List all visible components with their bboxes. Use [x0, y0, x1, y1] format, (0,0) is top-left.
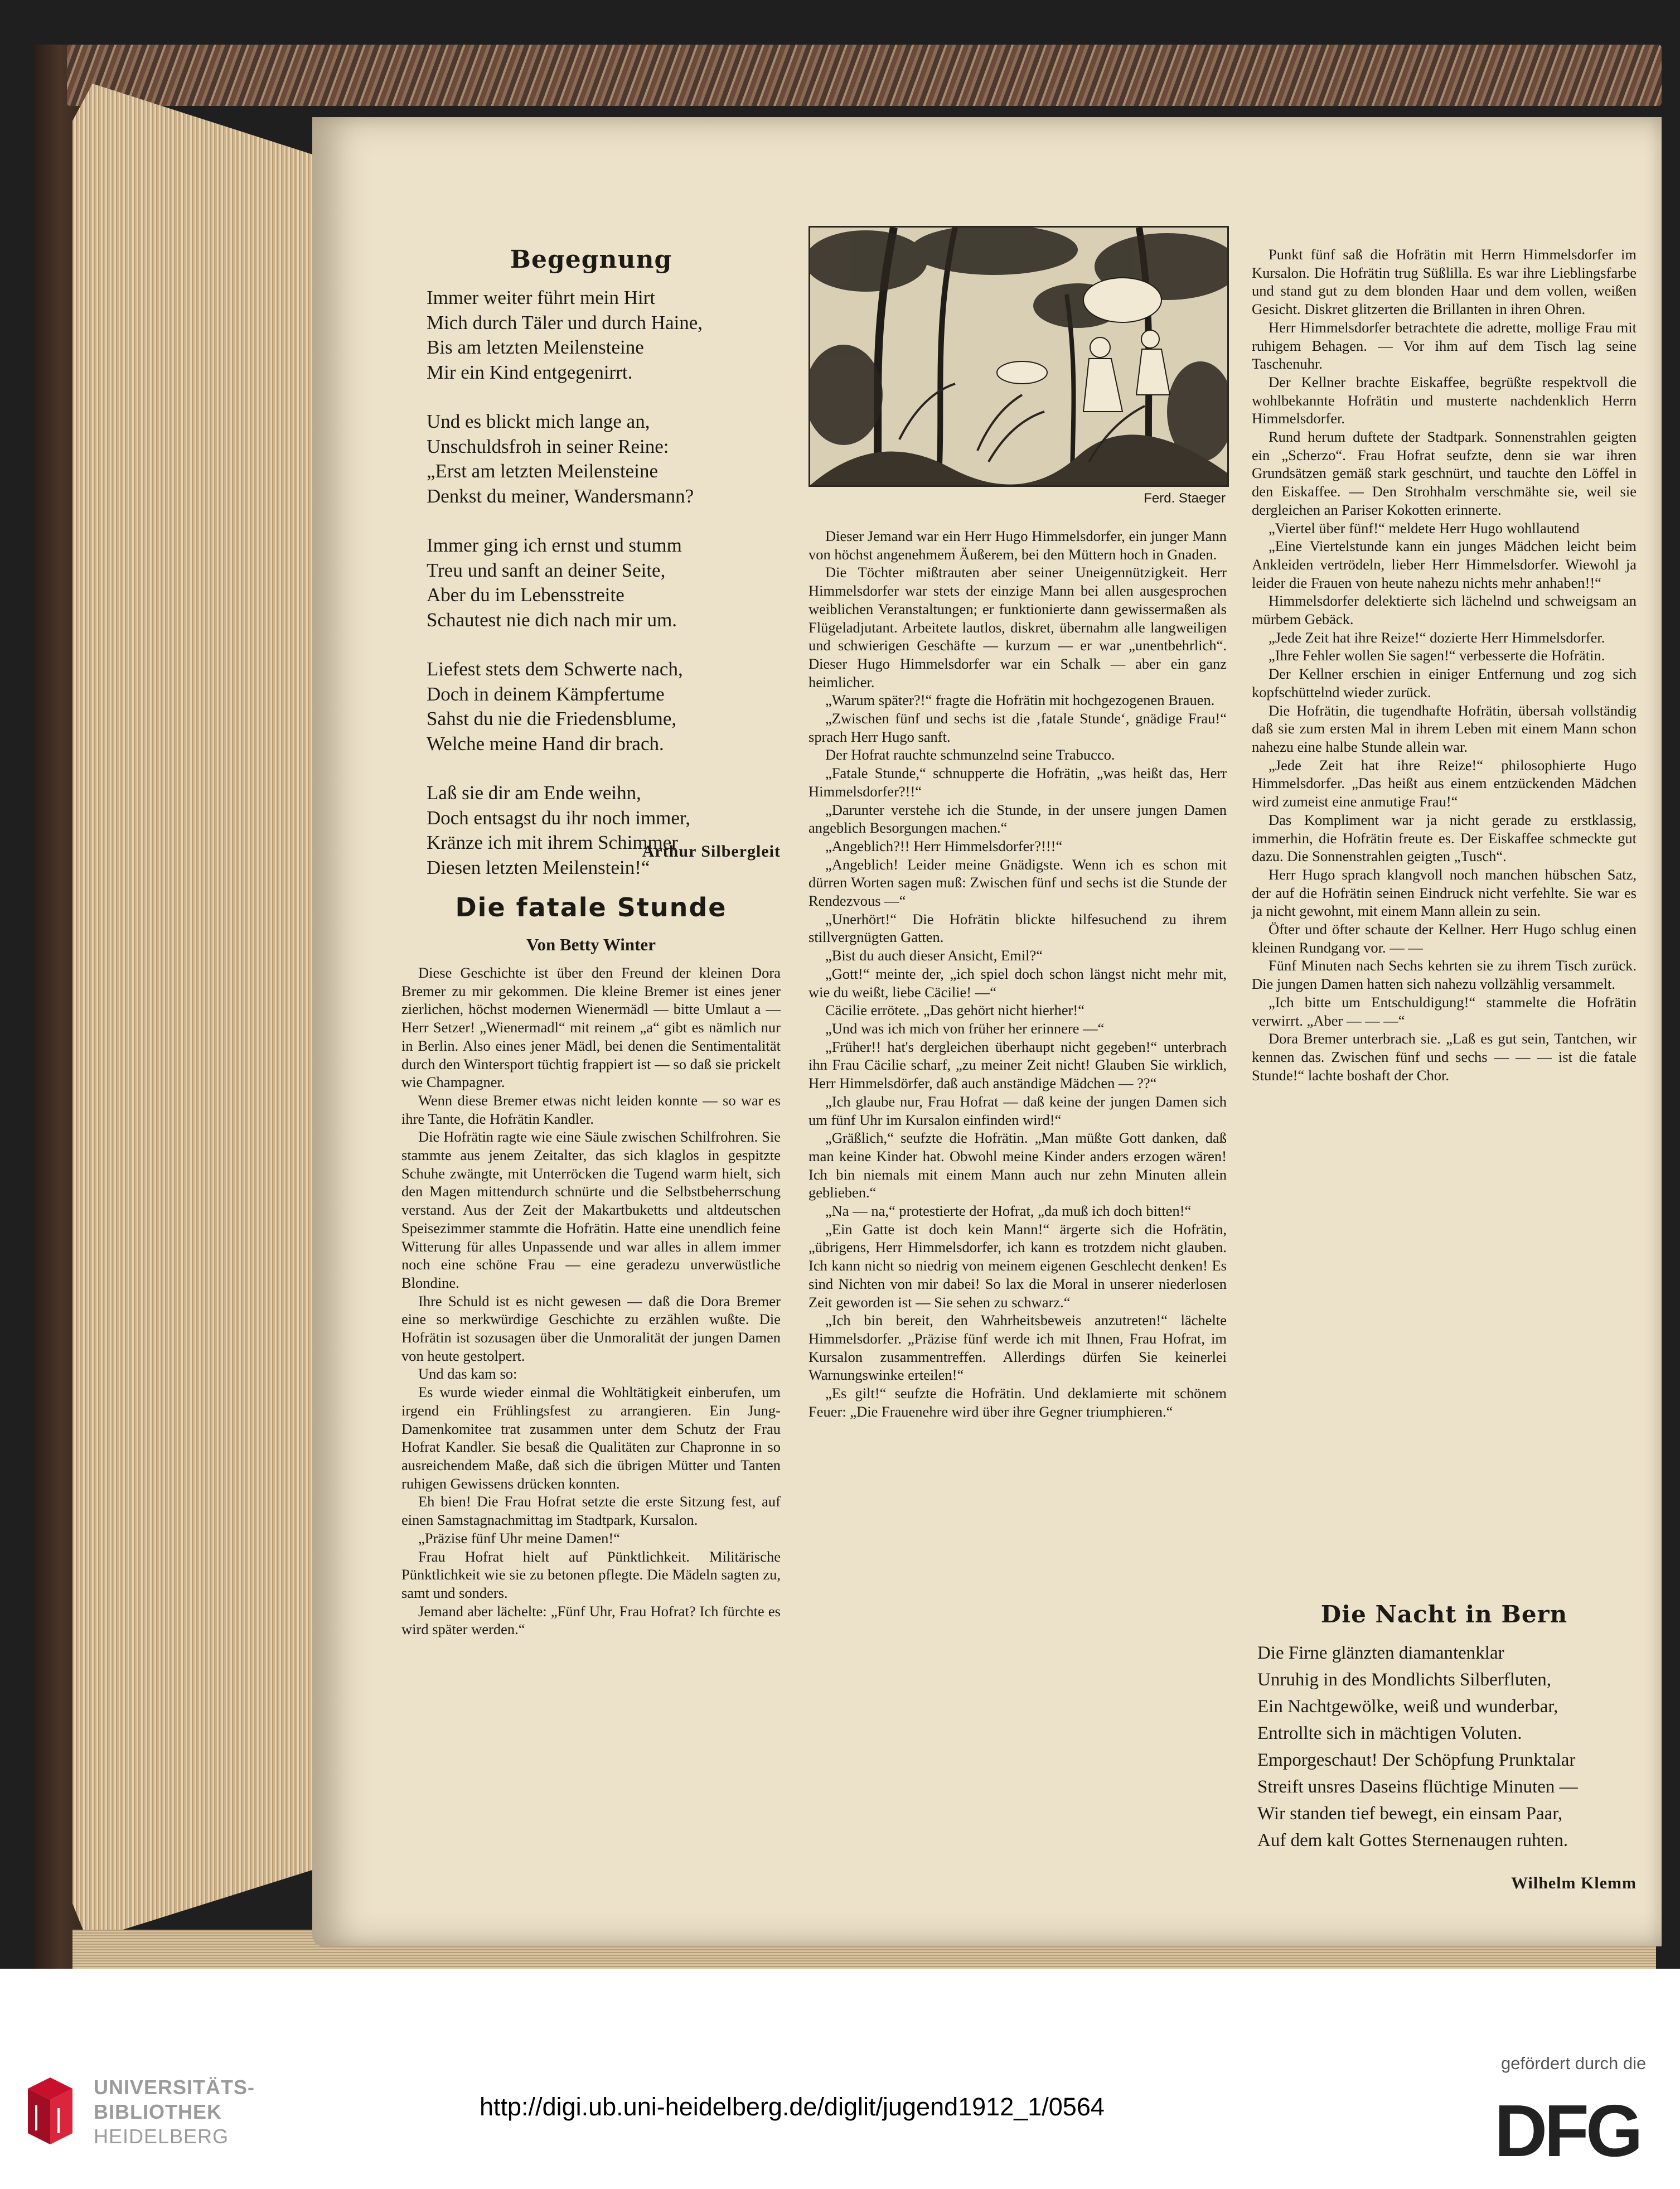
poem-line: Die Firne glänzten diamantenklar [1257, 1643, 1504, 1663]
story-text-left [401, 964, 781, 1639]
poem-stanza [427, 409, 783, 509]
poem-line: Treu und sanft an deiner Seite, [427, 559, 666, 581]
story-paragraph: „Warum später?!“ fragte die Hofrätin mit hochgezogenen Brauen. [825, 692, 1215, 709]
poem-line: Liefest stets dem Schwerte nach, [427, 658, 683, 680]
poem-line: Entrollte sich in mächtigen Voluten. [1257, 1723, 1522, 1743]
funding-text: gefördert durch die [1501, 2053, 1647, 2073]
story-title: Die fatale Stunde [455, 892, 727, 922]
story-paragraph: „Früher!! hat's dergleichen überhaupt nicht gegeben!“ unterbrach ihn Frau Cäcilie scharf, „zu meiner Zeit nicht! Glauben Sie wirklich, Herr Himmelsdörfer, daß auch anständige Mädchen — ??“ [808, 1038, 1227, 1092]
story-paragraph: Das Kompliment war ja nicht gerade zu erstklassig, immerhin, die Hofrätin freute es. Der Eiskaffee schmeckte gut dazu. Die Sonnenstrahlen geigten „Tusch“. [1252, 811, 1637, 865]
poem-begegnung [427, 286, 783, 905]
poem-author-klemm: Wilhelm Klemm [1511, 1874, 1637, 1892]
poem-line: Ein Nachtgewölke, weiß und wunderbar, [1257, 1697, 1558, 1717]
story-paragraph: „Und was ich mich von früher her erinnere —“ [825, 1019, 1105, 1037]
poem-line: Kränze ich mit ihrem Schimmer [427, 832, 678, 853]
story-paragraph: „Ich bin bereit, den Wahrheitsbeweis anzutreten!“ lächelte Himmelsdorfer. „Präzise fünf werde ich mit Ihnen, Frau Hofrat, im Kursalon zusammentreffen. Allerdings dürfen Sie keinerlei Warnungswinke erteilen!“ [808, 1312, 1227, 1384]
dfg-logo: DFG [1494, 2090, 1640, 2172]
story-paragraph: Diese Geschichte ist über den Freund der kleinen Dora Bremer zu mir gekommen. Die kleine Bremer ist eines jener zierlichen, höchst modernen Wienermädl — bitte Umlaut a — Herr Setzer! „Wienermadl“ mit reinem „a“ gibt es nämlich nur in Berlin. Also eines jener Mädl, bei denen die Sentimentalität durch den Wintersport tüchtig frappiert ist — so daß sie prickelt wie Champagner. [401, 964, 781, 1091]
story-paragraph: „Es gilt!“ seufzte die Hofrätin. Und deklamierte mit schönem Feuer: „Die Frauenehre wird über ihre Gegner triumphieren.“ [808, 1385, 1227, 1420]
story-paragraph: Die Hofrätin, die tugendhafte Hofrätin, übersah vollständig daß sie zum ersten Mal in ihrem Leben mit einem Mann schon nahezu eine halbe Stunde allein war. [1252, 702, 1637, 755]
poem-line: Sahst du nie die Friedensblume, [427, 708, 677, 729]
poem-line: Bis am letzten Meilensteine [427, 336, 644, 358]
poem-title-nacht: Die Nacht in Bern [1320, 1601, 1568, 1628]
story-paragraph: „Viertel über fünf!“ meldete Herr Hugo wohllautend [1269, 519, 1580, 537]
story-paragraph: „Zwischen fünf und sechs ist die ‚fatale Stunde‘, gnädige Frau!“ sprach Herr Hugo sanft. [808, 710, 1227, 745]
library-name-line3: HEIDELBERG [94, 2125, 229, 2148]
story-paragraph: Rund herum duftete der Stadtpark. Sonnenstrahlen geigten ein „Scherzo“. Frau Hofrat seufzte, denn sie war ihren Grundsätzen gemäß stark geschnürt, und tauchte den Löffel in den Eiskaffee. — Den Strohhalm verschmähte sie, weil sie dergleichen an Pariser Kokotten erinnerte. [1252, 428, 1637, 518]
story-byline: Von Betty Winter [526, 935, 656, 954]
book-top-edge [67, 45, 1662, 106]
story-paragraph: „Ich glaube nur, Frau Hofrat — daß keine der jungen Damen sich um fünf Uhr im Kursalon einfinden wird!“ [808, 1093, 1227, 1128]
source-url-link[interactable]: http://digi.ub.uni-heidelberg.de/diglit/jugend1912_1/0564 [480, 2093, 1105, 2121]
story-paragraph: „Bist du auch dieser Ansicht, Emil?“ [825, 947, 1043, 964]
story-paragraph: „Angeblich?!! Herr Himmelsdorfer?!!!“ [825, 837, 1063, 854]
story-paragraph: Eh bien! Die Frau Hofrat setzte die erste Sitzung fest, auf einen Samstagnachmittag im Stadtpark, Kursalon. [401, 1493, 781, 1529]
poem-line: Laß sie dir am Ende weihn, [427, 782, 641, 804]
story-paragraph: Dieser Jemand war ein Herr Hugo Himmelsdorfer, ein junger Mann von höchst angenehmem Äußerem, bei den Müttern hoch in Gnaden. [808, 528, 1227, 563]
poem-line: „Erst am letzten Meilensteine [427, 460, 658, 482]
story-paragraph: Der Kellner brachte Eiskaffee, begrüßte respektvoll die wohlbekannte Hofrätin und musterte nachdenklich Herrn Himmelsdorfer. [1252, 373, 1637, 427]
story-paragraph: Punkt fünf saß die Hofrätin mit Herrn Himmelsdorfer im Kursalon. Die Hofrätin trug Süßlilla. Es war ihre Lieblingsfarbe und stand gut zu dem blonden Haar und dem vollen, weißen Gesicht. Diskret glitzerten die Brillanten in ihren Ohren. [1252, 246, 1637, 318]
story-paragraph: Die Töchter mißtrauten aber seiner Uneigennützigkeit. Herr Himmelsdorfer war stets der einzige Mann bei allen ausgesprochen weiblichen Veranstaltungen; er funktionierte dann gewissermaßen als Flügeladjutant. Arbeitete lautlos, diskret, übernahm alle langweiligen und schwierigen Geschäfte — kurzum — er war „unentbehrlich“. Dieser Hugo Himmelsdorfer war ein Schalk — aber ein ganz heimlicher. [808, 564, 1227, 690]
story-paragraph: „Fatale Stunde,“ schnupperte die Hofrätin, „was heißt das, Herr Himmelsdorfer?!!“ [808, 765, 1227, 800]
story-paragraph: Frau Hofrat hielt auf Pünktlichkeit. Militärische Pünktlichkeit wie sie zu betonen pflegte. Die Mädeln sagten zu, samt und sonders. [401, 1548, 781, 1601]
story-paragraph: Jemand aber lächelte: „Fünf Uhr, Frau Hofrat? Ich fürchte es wird später werden.“ [401, 1602, 781, 1638]
story-paragraph: Herr Hugo sprach klangvoll noch manchen hübschen Satz, der auf die Hofrätin seinen Eindruck nicht verfehlte. Sie war es ja nicht gewohnt, mit einem Mann allein zu sein. [1252, 866, 1637, 920]
story-paragraph: „Angeblich! Leider meine Gnädigste. Wenn ich es schon mit dürren Worten sagen muß: Zwischen fünf und sechs ist die Stunde der Rendezvous —“ [808, 856, 1227, 910]
library-name-line1: UNIVERSITÄTS- [94, 2076, 255, 2099]
poem-line: Diesen letzten Meilenstein!“ [427, 856, 650, 878]
story-paragraph: „Gott!“ meinte der, „ich spiel doch schon längst nicht mehr mit, wie du weißt, liebe Cäcilie! —“ [808, 965, 1227, 1001]
poem-stanza [427, 533, 783, 632]
story-paragraph: Ihre Schuld ist es nicht gewesen — daß die Dora Bremer eine so merkwürdige Geschichte zu erzählen wußte. Die Hofrätin ist sozusagen über die Unmoralität der jungen Damen von heute gestolpert. [401, 1292, 781, 1364]
illustration-caption: Ferd. Staeger [1144, 491, 1226, 506]
poem-line: Welche meine Hand dir brach. [427, 732, 664, 755]
poem-line: Streift unsres Daseins flüchtige Minuten — [1257, 1777, 1578, 1797]
story-paragraph: „Jede Zeit hat ihre Reize!“ dozierte Herr Himmelsdorfer. [1269, 629, 1605, 646]
story-paragraph: Dora Bremer unterbrach sie. „Laß es gut sein, Tantchen, wir kennen das. Zwischen fünf und sechs — — — ist die fatale Stunde!“ lachte boshaft der Chor. [1252, 1030, 1637, 1084]
story-paragraph: „Ein Gatte ist doch kein Mann!“ ärgerte sich die Hofrätin, „übrigens, Herr Himmelsdorfer, ich kann es trotzdem nicht glauben. Ich kann nicht so niedrig von meinem eigenen Geschlecht denken! Es sind Nichten von mir dabei! So lax die Moral in unserer niederlosen Zeit geworden ist — Sie sehen zu schwarz.“ [808, 1220, 1227, 1311]
story-paragraph: „Ich bitte um Entschuldigung!“ stammelte die Hofrätin verwirrt. „Aber — — —“ [1252, 993, 1637, 1029]
poem-line: Doch in deinem Kämpfertume [427, 683, 665, 705]
library-name-line2: BIBLIOTHEK [94, 2100, 222, 2123]
poem-line: Schautest nie dich nach mir um. [427, 608, 677, 631]
poem-line: Immer weiter führt mein Hirt [427, 287, 656, 308]
poem-line: Unruhig in des Mondlichts Silberfluten, [1257, 1670, 1552, 1690]
story-paragraph: Öfter und öfter schaute der Kellner. Herr Hugo schlug einen kleinen Rundgang vor. — — [1252, 921, 1637, 956]
story-paragraph: Himmelsdorfer delektierte sich lächelnd und schweigsam an mürbem Gebäck. [1252, 592, 1637, 628]
story-paragraph: Fünf Minuten nach Sechs kehrten sie zu ihrem Tisch zurück. Die jungen Damen hatten sich nahezu vollzählig versammelt. [1252, 957, 1637, 993]
story-paragraph: „Ihre Fehler wollen Sie sagen!“ verbesserte die Hofrätin. [1269, 647, 1605, 664]
story-paragraph: Und das kam so: [418, 1365, 517, 1383]
story-paragraph: „Präzise fünf Uhr meine Damen!“ [418, 1529, 621, 1547]
illustration-forest-scene [808, 226, 1229, 487]
poem-line: Emporgeschaut! Der Schöpfung Prunktalar [1257, 1750, 1576, 1770]
poem-line: Mich durch Täler und durch Haine, [427, 311, 703, 334]
poem-line: Denkst du meiner, Wandersmann? [427, 485, 694, 507]
poem-line: Mir ein Kind entgegenirrt. [427, 361, 633, 383]
story-paragraph: „Na — na,“ protestierte der Hofrat, „da muß ich doch bitten!“ [825, 1202, 1192, 1220]
poem-line: Wir standen tief bewegt, ein einsam Paar, [1257, 1804, 1563, 1824]
poem-stanza [427, 781, 783, 880]
page-stack [72, 84, 323, 1941]
story-paragraph: Es wurde wieder einmal die Wohltätigkeit einberufen, um irgend ein Frühlingsfest zu arrangieren. Ein Jung-Damenkomitee trat zusammen unter dem Schutz der Frau Hofrat Kandler. Sie besaß die Qualitäten zur Chapronne in so ausreichendem Maße, daß sich die übrigen Mütter und Tanten ruhigen Gewissens drücken konnten. [401, 1384, 781, 1492]
forest-illustration-icon [810, 228, 1227, 485]
story-paragraph: „Darunter verstehe ich die Stunde, in der unsere jungen Damen angeblich Besorgungen machen.“ [808, 801, 1227, 837]
story-paragraph: Der Hofrat rauchte schmunzelnd seine Trabucco. [825, 746, 1115, 764]
poem-line: Immer ging ich ernst und stumm [427, 534, 682, 556]
story-paragraph: Cäcilie errötete. „Das gehört nicht hierher!“ [825, 1002, 1085, 1019]
poem-line: Auf dem kalt Gottes Sternenaugen ruhten. [1257, 1830, 1568, 1850]
story-paragraph: „Gräßlich,“ seufzte die Hofrätin. „Man müßte Gott danken, daß man keine Kinder hat. Obwohl meine Kinder anders erzogen wären! Ich bin niemals mit einem Mann auch nur zehn Minuten allein geblieben.“ [808, 1129, 1227, 1201]
poem-nacht-in-bern [1257, 1640, 1642, 1854]
poem-line: Aber du im Lebensstreite [427, 584, 624, 606]
story-paragraph: Der Kellner erschien in einiger Entfernung und zog sich kopfschüttelnd wieder zurück. [1252, 665, 1637, 700]
story-paragraph: „Jede Zeit hat ihre Reize!“ philosophierte Hugo Himmelsdorfer. „Das heißt aus einem entzückenden Mädchen wird zumeist eine anmutige Frau!“ [1252, 756, 1637, 810]
poem-stanza [427, 286, 783, 385]
poem-line: Und es blickt mich lange an, [427, 410, 650, 432]
poem-line: Unschuldsfroh in seiner Reine: [427, 435, 669, 457]
story-paragraph: „Eine Viertelstunde kann ein junges Mädchen leicht beim Ankleiden vertrödeln, lieber Herr Himmelsdorfer. Wiewohl ja leider die Frauen von heute nahezu nichts mehr anhaben!!“ [1252, 538, 1637, 591]
story-text-right [1252, 245, 1637, 1084]
poem-line: Doch entsagst du ihr noch immer, [427, 806, 690, 829]
poem-stanza [427, 657, 783, 756]
university-library-logo-icon [11, 2075, 86, 2150]
story-paragraph: „Unerhört!“ Die Hofrätin blickte hilfesuchend zu ihrem stillvergnügten Gatten. [808, 910, 1227, 946]
story-text-middle [808, 527, 1227, 1420]
poem-author: Arthur Silbergleit [642, 842, 781, 861]
story-paragraph: Herr Himmelsdorfer betrachtete die adrette, mollige Frau mit ruhigem Behagen. — Vor ihm auf dem Tisch lag seine Taschenuhr. [1252, 318, 1637, 373]
story-paragraph: Die Hofrätin ragte wie eine Säule zwischen Schilfrohren. Sie stammte aus jenem Zeitalter, das sich klaglos in gespitzte Schuhe zwängte, mit Unterröcken die Tugend warm hielt, sich den Magen mittendurch schnürte und die Selbstbeherrschung verstand. Aus der Zeit der Makartbuketts und altdeutschen Speisezimmer stammte die Hofrätin. Hatte eine unendlich feine Witterung für alles Unpassende und war alles in allem immer noch eine schöne Frau — eine geradezu unverwüstliche Blondine. [401, 1128, 781, 1291]
poem-title-begegnung: Begegnung [510, 245, 672, 274]
story-paragraph: Wenn diese Bremer etwas nicht leiden konnte — so war es ihre Tante, die Hofrätin Kandler. [401, 1091, 781, 1127]
